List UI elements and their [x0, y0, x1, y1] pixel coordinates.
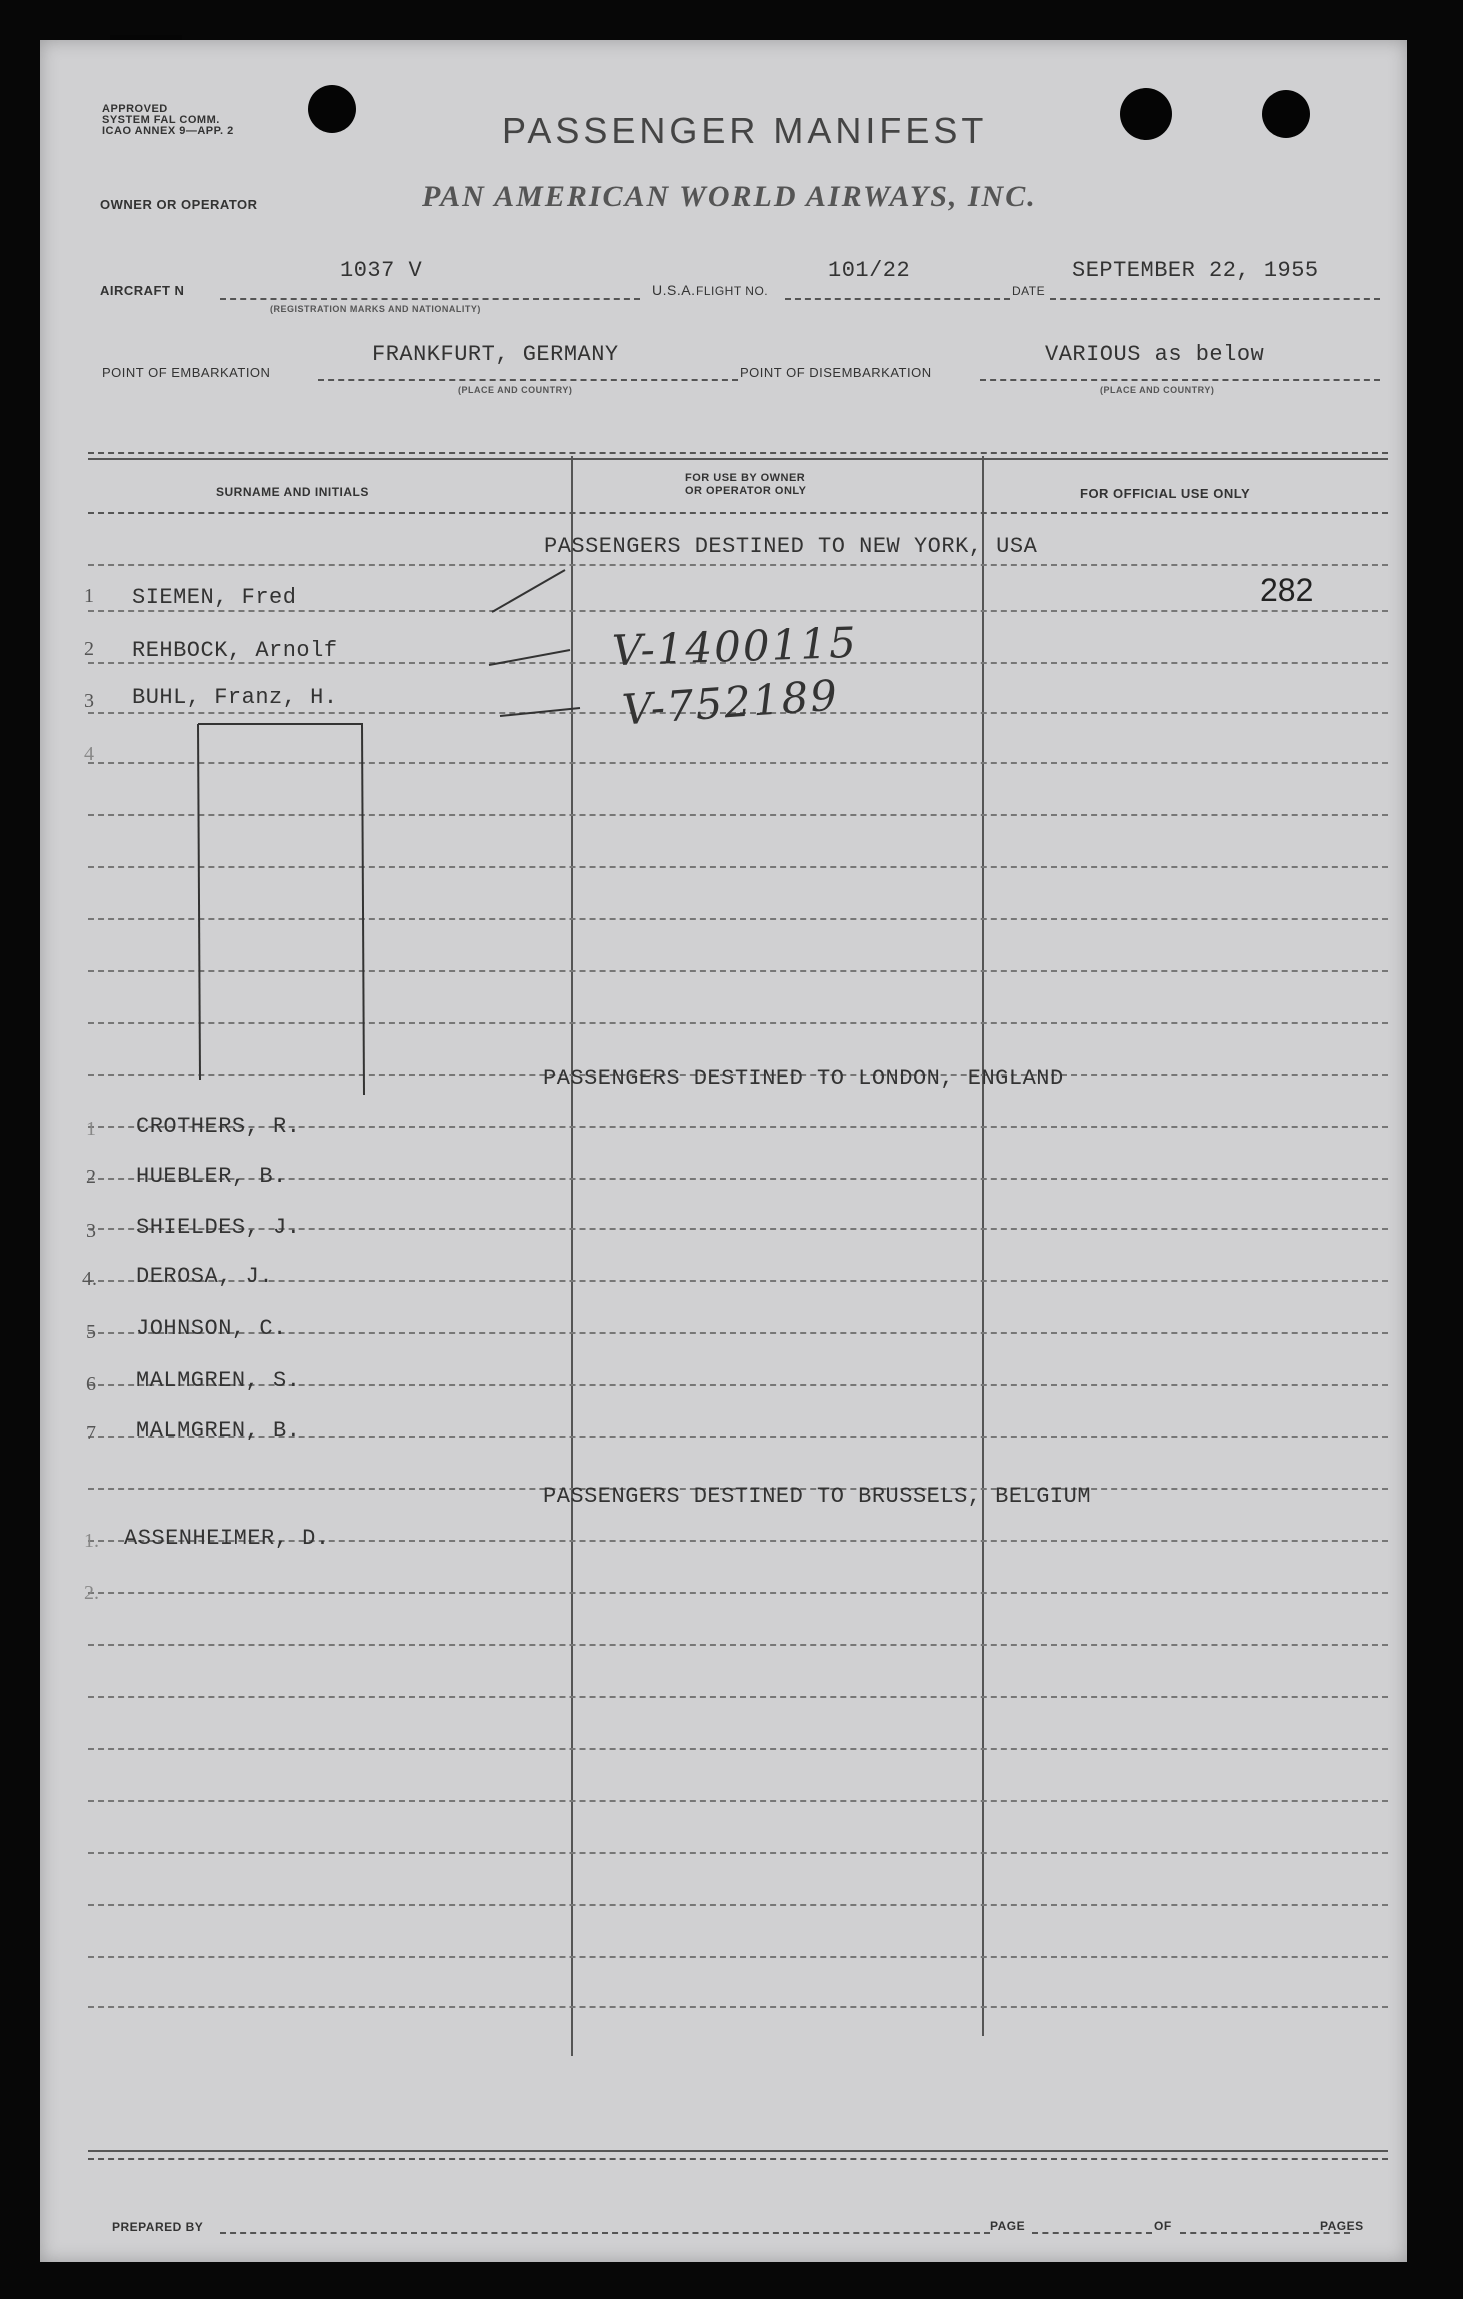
bracket-marks	[40, 40, 1407, 2262]
passenger-name: SIEMEN, Fred	[132, 585, 297, 610]
visa-number-2: V-752189	[620, 670, 841, 735]
aircraft-value: 1037 V	[340, 258, 423, 283]
col-header-official: FOR OFFICIAL USE ONLY	[1080, 486, 1251, 501]
date-label: DATE	[1012, 284, 1046, 298]
row-number: 5	[86, 1321, 96, 1343]
aircraft-label: AIRCRAFT N	[100, 283, 185, 298]
disembarkation-caption: (PLACE AND COUNTRY)	[1100, 385, 1215, 395]
row-number: 6	[86, 1373, 96, 1395]
flight-value: 101/22	[828, 258, 911, 283]
row-number: 2.	[84, 1582, 99, 1604]
manifest-sheet	[40, 40, 1407, 2262]
pages-label: PAGES	[1320, 2219, 1364, 2233]
row-number: 4.	[82, 1268, 97, 1290]
section-brussels: PASSENGERS DESTINED TO BRUSSELS, BELGIUM	[543, 1484, 1092, 1509]
disembarkation-value: VARIOUS as below	[1045, 342, 1265, 367]
bracket-left-line	[198, 724, 200, 1080]
passenger-name: ASSENHEIMER, D.	[124, 1526, 330, 1551]
owner-label: OWNER OR OPERATOR	[100, 197, 258, 212]
bracket-right-line	[362, 724, 364, 1095]
owner-value: PAN AMERICAN WORLD AIRWAYS, INC.	[422, 180, 1037, 213]
table-bottom-rule-1	[88, 2150, 1388, 2152]
embarkation-caption: (PLACE AND COUNTRY)	[458, 385, 573, 395]
embarkation-value: FRANKFURT, GERMANY	[372, 342, 619, 367]
approval-line-1: APPROVED	[102, 103, 168, 115]
check-mark-1	[492, 570, 565, 612]
registration-caption: (REGISTRATION MARKS AND NATIONALITY)	[270, 304, 481, 314]
table-bottom-rule-2	[88, 2158, 1388, 2160]
passenger-name: HUEBLER, B.	[136, 1164, 287, 1189]
approval-line-2: SYSTEM FAL COMM.	[102, 114, 220, 126]
disembarkation-label: POINT OF DISEMBARKATION	[740, 365, 932, 380]
passenger-name: REHBOCK, Arnolf	[132, 638, 338, 663]
passenger-name: CROTHERS, R.	[136, 1114, 301, 1139]
section-london: PASSENGERS DESTINED TO LONDON, ENGLAND	[543, 1066, 1064, 1091]
date-value: SEPTEMBER 22, 1955	[1072, 258, 1319, 283]
passenger-name: MALMGREN, S.	[136, 1368, 301, 1393]
row-number: 1.	[84, 1530, 99, 1552]
prepared-by-line	[220, 2232, 990, 2234]
page-line	[1032, 2232, 1152, 2234]
usa-label: U.S.A.	[652, 282, 696, 298]
passenger-name: BUHL, Franz, H.	[132, 685, 338, 710]
row-number: 7	[86, 1422, 96, 1444]
embarkation-label: POINT OF EMBARKATION	[102, 365, 271, 380]
of-label: OF	[1154, 2219, 1172, 2233]
passenger-name: DEROSA, J.	[136, 1264, 274, 1289]
passenger-name: SHIELDES, J.	[136, 1215, 301, 1240]
row-number: 3	[86, 1220, 96, 1242]
col-header-owner-use-2: OR OPERATOR ONLY	[685, 485, 807, 497]
section-new-york: PASSENGERS DESTINED TO NEW YORK, USA	[544, 534, 1038, 559]
visa-number-1: V-1400115	[611, 617, 859, 676]
check-mark-2	[489, 650, 570, 665]
page-label: PAGE	[990, 2219, 1026, 2233]
col-header-owner-use-1: FOR USE BY OWNER	[685, 472, 806, 484]
official-number: 282	[1260, 572, 1314, 608]
page-title: PASSENGER MANIFEST	[502, 110, 988, 151]
passenger-name: JOHNSON, C.	[136, 1316, 287, 1341]
row-number: 2	[86, 1166, 96, 1188]
row-number: 1	[86, 1118, 96, 1140]
row-number: 2	[84, 638, 94, 660]
row-number: 1	[84, 585, 94, 607]
flight-label: FLIGHT NO.	[696, 284, 769, 298]
prepared-by-label: PREPARED BY	[112, 2220, 204, 2234]
col-header-surname: SURNAME AND INITIALS	[216, 485, 369, 499]
row-number: 3	[84, 690, 94, 712]
passenger-name: MALMGREN, B.	[136, 1418, 301, 1443]
check-mark-3	[500, 708, 580, 716]
approval-line-3: ICAO ANNEX 9—APP. 2	[102, 125, 234, 137]
row-number: 4	[84, 743, 94, 765]
